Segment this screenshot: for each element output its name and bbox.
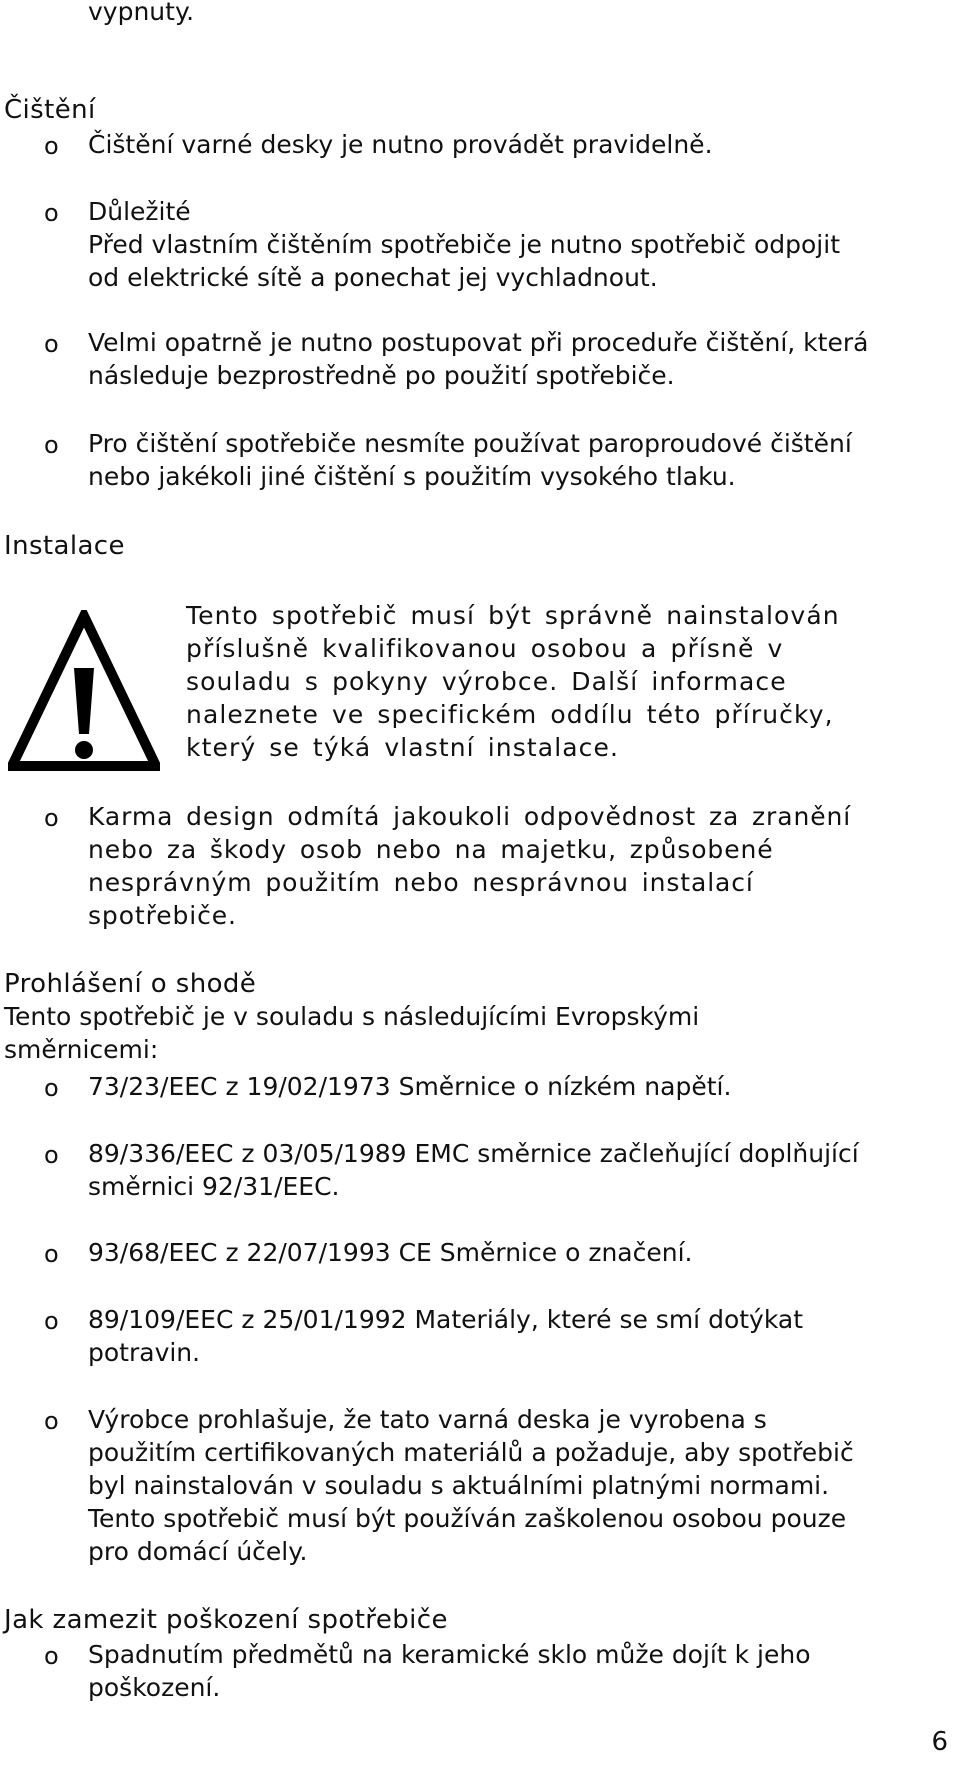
conformity-heading: Prohlášení o shodě [4,969,257,999]
list-item-line: byl nainstalován v souladu s aktuálními platnými normami. [88,1471,830,1500]
installation-warning-text [186,599,840,764]
list-item-line: nesprávným použitím nebo nesprávnou instalací [88,868,754,897]
bullet-marker: o [44,1240,59,1268]
warning-line: který se týká vlastní instalace. [186,733,620,762]
list-item-line: Tento spotřebič musí být používán zaškolenou osobou pouze [88,1504,847,1533]
list-item-line: Čištění varné desky je nutno provádět pravidelně. [88,130,713,159]
list-item-line: 89/109/EEC z 25/01/1992 Materiály, které se smí dotýkat [88,1305,803,1334]
list-item-line: pro domácí účely. [88,1537,308,1566]
bullet-marker: o [44,132,59,160]
list-item-line: následuje bezprostředně po použití spotřebiče. [88,361,675,390]
continuation-text: vypnuty. [88,0,195,26]
list-item [88,1403,854,1568]
list-item-line: 93/68/EEC z 22/07/1993 CE Směrnice o značení. [88,1238,693,1267]
bullet-marker: o [44,1407,59,1435]
list-item [88,326,868,392]
bullet-marker: o [44,1141,59,1169]
list-item-line: Důležité [88,197,191,226]
bullet-marker: o [44,431,59,459]
damage-heading: Jak zamezit poškození spotřebiče [4,1605,448,1635]
intro-line: Tento spotřebič je v souladu s následujícími Evropskými [4,1002,700,1031]
list-item [88,1303,803,1369]
warning-line: souladu s pokyny výrobce. Další informace [186,667,787,696]
conformity-intro [4,1000,699,1066]
warning-line: příslušně kvalifikovanou osobou a přísně v [186,634,784,663]
warning-line: naleznete ve specifickém oddílu této příručky, [186,700,834,729]
list-item-line: Karma design odmítá jakoukoli odpovědnost za zranění [88,802,852,831]
list-item-line: od elektrické sítě a ponechat jej vychladnout. [88,263,658,292]
bullet-marker: o [44,199,59,227]
page-number: 6 [931,1727,948,1757]
list-item [88,427,852,493]
list-item-line: spotřebiče. [88,901,237,930]
bullet-marker: o [44,1307,59,1335]
list-item-line: nebo za škody osob nebo na majetku, způsobené [88,835,774,864]
warning-triangle-icon [8,610,160,772]
bullet-marker: o [44,1642,59,1670]
cleaning-heading: Čištění [4,95,96,125]
list-item-line: Pro čištění spotřebiče nesmíte používat paroproudové čištění [88,429,852,458]
list-item-line: Velmi opatrně je nutno postupovat při proceduře čištění, která [88,328,869,357]
list-item [88,1638,811,1704]
bullet-marker: o [44,804,59,832]
bullet-marker: o [44,1074,59,1102]
list-item [88,1070,731,1103]
intro-line: směrnicemi: [4,1035,159,1064]
list-item [88,1137,859,1203]
list-item-line: Spadnutím předmětů na keramické sklo může dojít k jeho [88,1640,811,1669]
list-item-line: Před vlastním čištěním spotřebiče je nutno spotřebič odpojit [88,230,841,259]
list-item-line: směrnici 92/31/EEC. [88,1172,340,1201]
list-item-line: Výrobce prohlašuje, že tato varná deska je vyrobena s [88,1405,767,1434]
list-item-line: poškození. [88,1673,221,1702]
list-item-line: 89/336/EEC z 03/05/1989 EMC směrnice začleňující doplňující [88,1139,859,1168]
bullet-marker: o [44,330,59,358]
list-item-line: potravin. [88,1338,201,1367]
list-item-line: použitím certifikovaných materiálů a požaduje, aby spotřebič [88,1438,854,1467]
disclaimer-item [88,800,851,932]
list-item-line: 73/23/EEC z 19/02/1973 Směrnice o nízkém napětí. [88,1072,732,1101]
list-item [88,1236,692,1269]
list-item-line: nebo jakékoli jiné čištění s použitím vysokého tlaku. [88,462,736,491]
list-item [88,195,840,294]
list-item [88,128,713,161]
warning-line: Tento spotřebič musí být správně nainstalován [186,601,840,630]
installation-heading: Instalace [4,531,125,561]
